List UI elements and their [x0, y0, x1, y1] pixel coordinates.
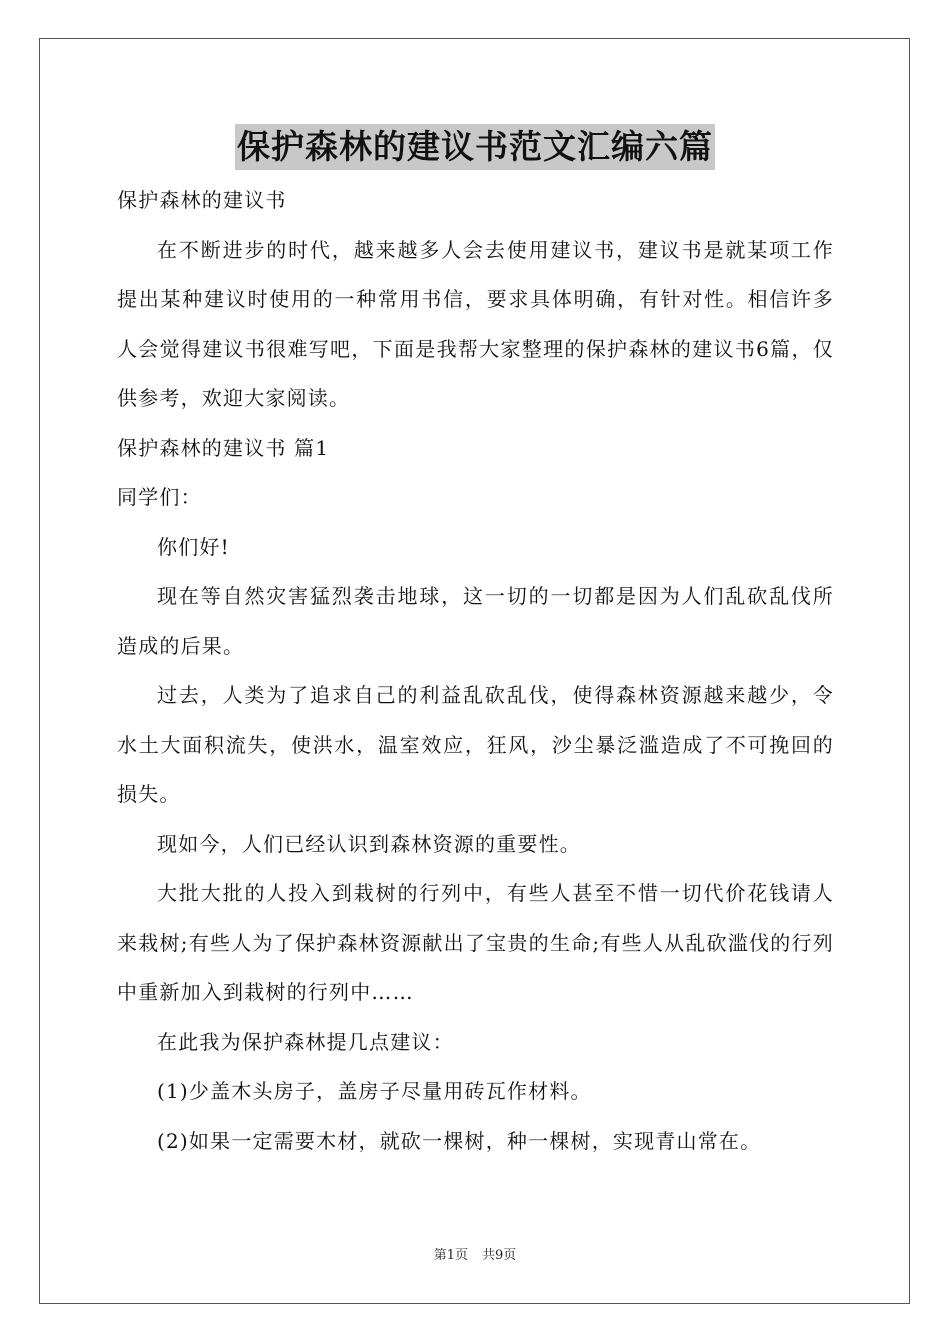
body-paragraph: 在此我为保护森林提几点建议： [157, 1029, 454, 1054]
document-title: 保护森林的建议书范文汇编六篇 [235, 124, 715, 170]
page-footer [0, 1247, 950, 1265]
page-total: 共9页 [482, 1248, 517, 1263]
heading-line: 保护森林的建议书 [117, 188, 287, 212]
document-body [117, 176, 834, 1166]
heading-line: 同学们： [117, 485, 202, 509]
body-paragraph: 过去，人类为了追求自己的利益乱砍乱伐，使得森林资源越来越少，令水土大面积流失，使洪水，温室效应，狂风，沙尘暴泛滥造成了不可挽回的损失。 [117, 683, 834, 806]
body-paragraph: 在不断进步的时代，越来越多人会去使用建议书，建议书是就某项工作提出某种建议时使用的一种常用书信，要求具体明确，有针对性。相信许多人会觉得建议书很难写吧，下面是我帮大家整理的保护森林的建议书6篇，仅供参考，欢迎大家阅读。 [117, 237, 834, 410]
body-paragraph: 现在等自然灾害猛烈袭击地球，这一切的一切都是因为人们乱砍乱伐所造成的后果。 [117, 584, 834, 658]
body-paragraph: 现如今，人们已经认识到森林资源的重要性。 [157, 831, 581, 856]
body-paragraph: (2)如果一定需要木材，就砍一棵树，种一棵树，实现青山常在。 [157, 1128, 762, 1153]
title-container [0, 124, 950, 170]
heading-line: 保护森林的建议书 篇1 [117, 435, 330, 460]
body-paragraph: 你们好! [157, 534, 230, 559]
body-paragraph: (1)少盖木头房子，盖房子尽量用砖瓦作材料。 [157, 1079, 592, 1103]
page-number: 第1页 [433, 1248, 468, 1263]
body-paragraph: 大批大批的人投入到栽树的行列中，有些人甚至不惜一切代价花钱请人来栽树;有些人为了保护森林资源献出了宝贵的生命;有些人从乱砍滥伐的行列中重新加入到栽树的行列中…… [117, 881, 834, 1004]
